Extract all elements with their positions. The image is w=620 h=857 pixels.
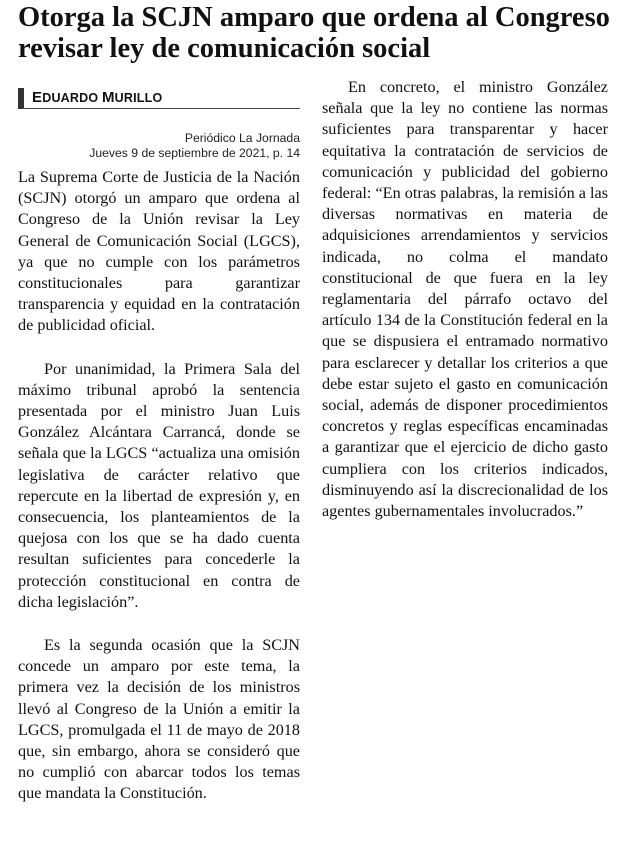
body-paragraph-4: En concreto, el ministro González señala que la ley no contiene las normas suficientes para transparentar y hacer equitativa la contratación de servicios de comunicación y publicidad del gobierno federal: “En otras palabras, la remisión a las diversas normativas en materia de adquisiciones arrendamientos y servicios indicada, no colma el mandato constitucional de que fuera en la ley reglamentaria del párrafo octavo del artículo 134 de la Constitución federal en la que se dispusiera el entramado normativo para esclarecer y detallar los criterios a que debe estar sujeto el gasto en comunicación social, además de disponer procedimientos concretos y reglas específicas encaminadas a garantizar que el ejercicio de dicho gasto cumpliera con los criterios indicados, disminuyendo así la discrecionalidad de los agentes gubernamentales involucrados.” (322, 78, 608, 521)
body-paragraph-1: La Suprema Corte de Justicia de la Nación (SCJN) otorgó un amparo que ordena al Congreso de la Unión revisar la Ley General de Comunicación Social (LGCS), ya que no cumple con los parámetros constitucionales para garantizar transparencia y equidad en la contratación de publicidad oficial. (18, 168, 300, 335)
byline (18, 88, 300, 109)
byline-first-initial: E (32, 89, 43, 106)
right-column (322, 77, 608, 522)
source-date-page: Jueves 9 de septiembre de 2021, p. 14 (89, 146, 300, 160)
byline-last-initial: M (101, 89, 115, 106)
body-paragraph-2: Por unanimidad, la Primera Sala del máximo tribunal aprobó la sentencia presentada por el ministro Juan Luis González Alcántara Carrancá, donde se señala que la LGCS “actualiza una omisión legislativa de carácter relativo que repercute en la libertad de expresión y, en consecuencia, los planteamientos de la quejosa con los que se ha dado cuenta resultan suficientes para concederle la protección constitucional en contra de dicha legislación”. (18, 359, 300, 611)
headline: Otorga la SCJN amparo que ordena al Congreso revisar ley de comunicación social (18, 2, 610, 64)
body-paragraph-3: Es la segunda ocasión que la SCJN concede un amparo por este tema, la primera vez la decisión de los ministros llevó al Congreso de la Unión a emitir la LGCS, promulgada el 11 de mayo de 2018 que, sin embargo, ahora se consideró que no cumplió con abarcar todos los temas que mandata la Constitución. (18, 636, 300, 803)
byline-first-rest: DUARDO (42, 91, 99, 105)
source-citation (18, 131, 300, 161)
left-column (18, 88, 300, 805)
byline-last-rest: URILLO (114, 91, 163, 105)
source-publication: Periódico La Jornada (184, 131, 300, 145)
